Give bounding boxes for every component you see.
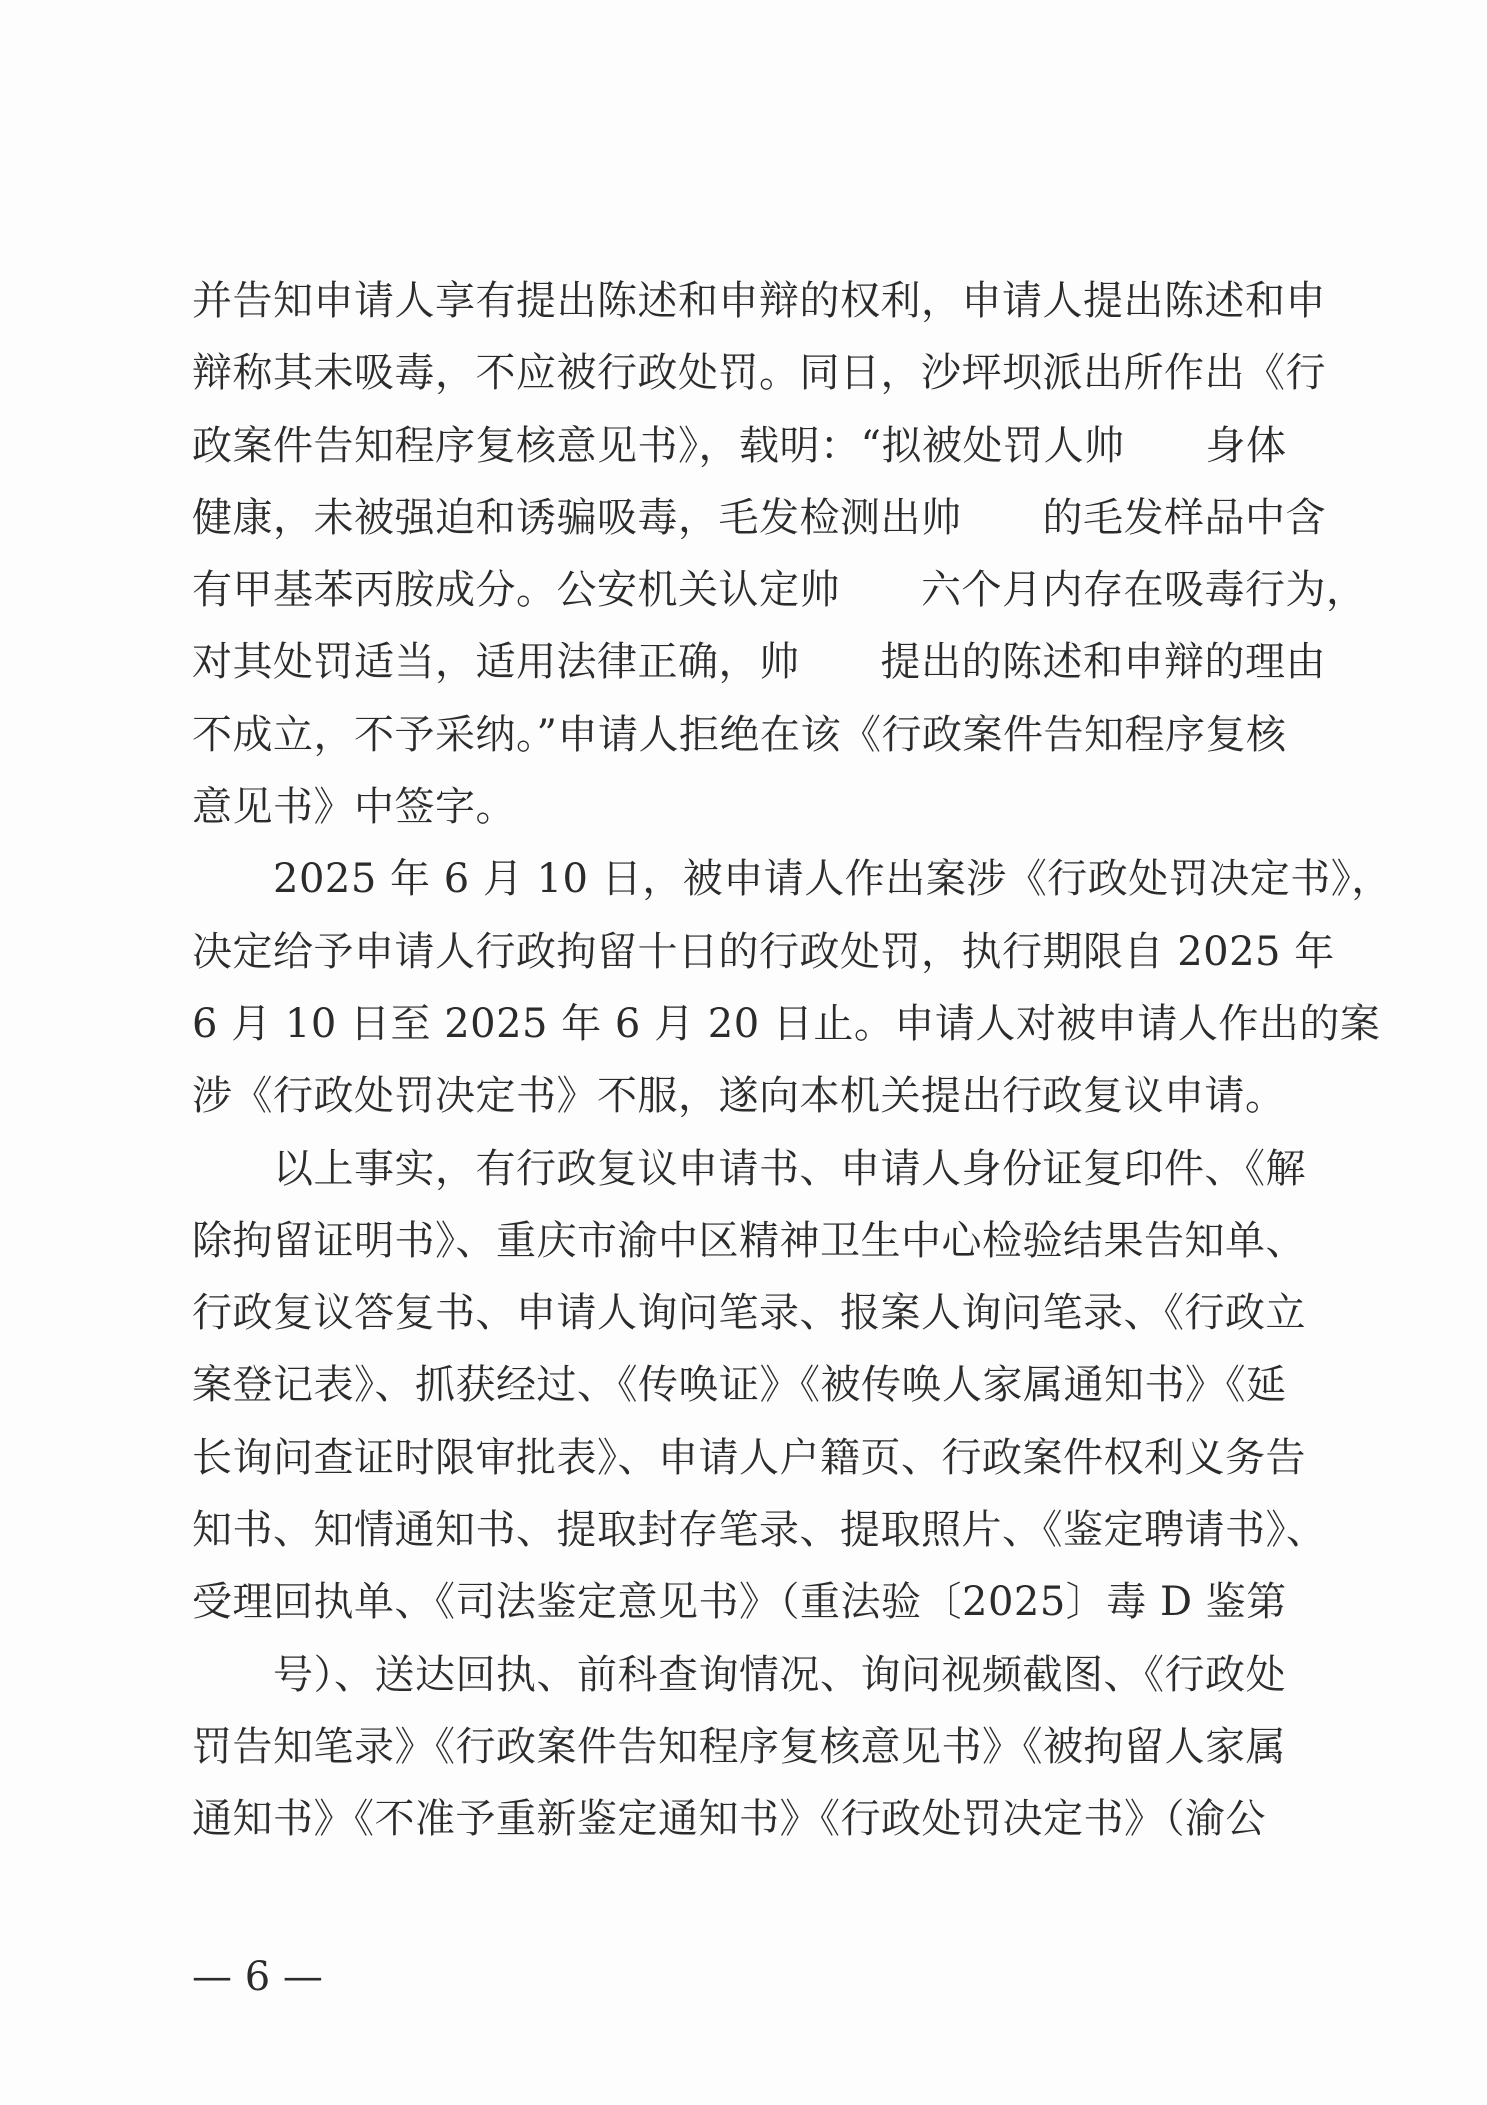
page-number: — 6 — — [192, 1954, 323, 2000]
text-line: 意见书》中签字。 — [192, 784, 516, 831]
text-line: 对其处罚适当，适用法律正确，帅 提出的陈述和申辩的理由 — [192, 639, 1326, 686]
text-line: 辩称其未吸毒，不应被行政处罚。同日，沙坪坝派出所作出《行 — [192, 350, 1326, 397]
text-line: 6 月 10 日至 2025 年 6 月 20 日止。申请人对被申请人作出的案 — [192, 1000, 1381, 1047]
text-line: 2025 年 6 月 10 日，被申请人作出案涉《行政处罚决定书》， — [192, 856, 1392, 903]
text-line: 知书、知情通知书、提取封存笔录、提取照片、《鉴定聘请书》、 — [192, 1507, 1327, 1554]
text-line: 案登记表》、抓获经过、《传唤证》《被传唤人家属通知书》《延 — [192, 1362, 1287, 1409]
text-line: 行政复议答复书、申请人询问笔录、报案人询问笔录、《行政立 — [192, 1290, 1306, 1337]
text-line: 长询问查证时限审批表》、申请人户籍页、行政案件权利义务告 — [192, 1434, 1306, 1481]
text-line: 有甲基苯丙胺成分。公安机关认定帅 六个月内存在吸毒行为， — [192, 567, 1367, 614]
text-line: 罚告知笔录》《行政案件告知程序复核意见书》《被拘留人家属 — [192, 1723, 1286, 1770]
text-line: 受理回执单、《司法鉴定意见书》（重法验〔2025〕毒 D 鉴第 — [192, 1579, 1287, 1626]
text-line: 政案件告知程序复核意见书》，载明：“拟被处罚人帅 身体 — [192, 422, 1287, 469]
text-line: 并告知申请人享有提出陈述和申辩的权利，申请人提出陈述和申 — [192, 278, 1326, 324]
text-line: 不成立，不予采纳。”申请人拒绝在该《行政案件告知程序复核 — [192, 711, 1287, 758]
text-line: 决定给予申请人行政拘留十日的行政处罚，执行期限自 2025 年 — [192, 928, 1335, 975]
text-line: 通知书》《不准予重新鉴定通知书》《行政处罚决定书》（渝公 — [192, 1796, 1266, 1843]
text-line: 除拘留证明书》、重庆市渝中区精神卫生中心检验结果告知单、 — [192, 1217, 1306, 1264]
text-line: 以上事实，有行政复议申请书、申请人身份证复印件、《解 — [192, 1145, 1306, 1192]
text-line: 号）、送达回执、前科查询情况、询问视频截图、《行政处 — [192, 1651, 1286, 1698]
text-line: 涉《行政处罚决定书》不服，遂向本机关提出行政复议申请。 — [192, 1073, 1286, 1120]
document-body — [192, 265, 1392, 1856]
text-line: 健康，未被强迫和诱骗吸毒，毛发检测出帅 的毛发样品中含 — [192, 494, 1326, 541]
